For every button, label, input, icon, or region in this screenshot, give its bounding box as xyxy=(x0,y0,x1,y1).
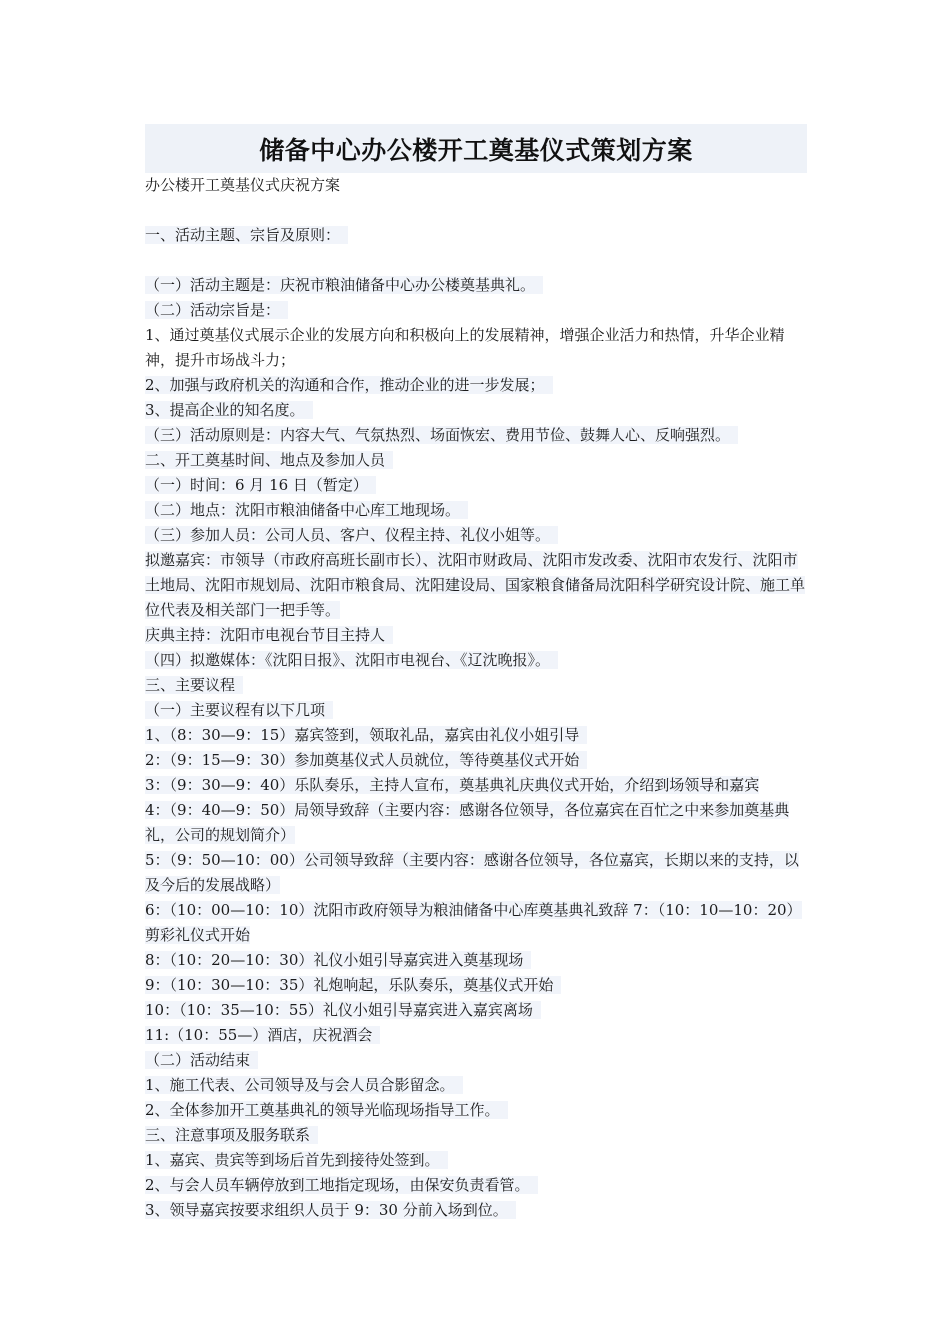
agenda-item-text: 11:（10：55—）酒店，庆祝酒会 xyxy=(145,1026,380,1044)
paragraph xyxy=(145,1073,807,1098)
agenda-item xyxy=(145,848,807,898)
paragraph xyxy=(145,1198,807,1223)
title-band xyxy=(145,124,807,173)
paragraph xyxy=(145,498,807,523)
paragraph xyxy=(145,1048,807,1073)
spacer xyxy=(145,248,807,273)
agenda-item xyxy=(145,898,807,948)
paragraph xyxy=(145,298,807,323)
paragraph xyxy=(145,423,807,448)
document-title: 储备中心办公楼开工奠基仪式策划方案 xyxy=(259,135,693,165)
agenda-item-text: 2：（9：15—9：30）参加奠基仪式人员就位，等待奠基仪式开始 xyxy=(145,751,587,769)
paragraph xyxy=(145,473,807,498)
section1-heading: 一、活动主题、宗旨及原则： xyxy=(145,226,348,244)
paragraph xyxy=(145,648,807,673)
place-text: （二）地点：沈阳市粮油储备中心库工地现场。 xyxy=(145,501,468,519)
section3-heading: 三、主要议程 xyxy=(145,676,243,694)
note-item-2: 2、与会人员车辆停放到工地指定现场，由保安负责看管。 xyxy=(145,1176,538,1194)
paragraph xyxy=(145,623,807,648)
purpose-heading: （二）活动宗旨是： xyxy=(145,301,288,319)
paragraph xyxy=(145,398,807,423)
section-heading xyxy=(145,673,807,698)
paragraph xyxy=(145,273,807,298)
agenda-item xyxy=(145,948,807,973)
end-item-1: 1、施工代表、公司领导及与会人员合影留念。 xyxy=(145,1076,463,1094)
media-text: （四）拟邀媒体：《沈阳日报》、沈阳市电视台、《辽沈晚报》。 xyxy=(145,651,558,669)
agenda-item xyxy=(145,798,807,848)
agenda-item xyxy=(145,773,807,798)
agenda-item-text: 4：（9：40—9：50）局领导致辞（主要内容：感谢各位领导，各位嘉宾在百忙之中来参加奠基典礼，公司的规划简介） xyxy=(145,801,790,844)
agenda-item-text: 8：（10：20—10：30）礼仪小姐引导嘉宾进入奠基现场 xyxy=(145,951,531,969)
document-subtitle xyxy=(145,173,807,198)
principle-text: （三）活动原则是：内容大气、气氛热烈、场面恢宏、费用节俭、鼓舞人心、反响强烈。 xyxy=(145,426,738,444)
note-item-3: 3、领导嘉宾按要求组织人员于 9：30 分前入场到位。 xyxy=(145,1201,516,1219)
agenda-item-text: 10：（10：35—10：55）礼仪小姐引导嘉宾进入嘉宾离场 xyxy=(145,1001,541,1019)
paragraph xyxy=(145,373,807,398)
paragraph xyxy=(145,1098,807,1123)
subtitle-text: 办公楼开工奠基仪式庆祝方案 xyxy=(145,176,341,194)
section-heading xyxy=(145,448,807,473)
note-item-1: 1、嘉宾、贵宾等到场后首先到接待处签到。 xyxy=(145,1151,448,1169)
purpose-item-3: 3、提高企业的知名度。 xyxy=(145,401,313,419)
spacer xyxy=(145,198,807,223)
theme-text: （一）活动主题是：庆祝市粮油储备中心办公楼奠基典礼。 xyxy=(145,276,543,294)
agenda-item-text: 6：（10：00—10：10）沈阳市政府领导为粮油储备中心库奠基典礼致辞 7：（10：10—10：20）剪彩礼仪式开始 xyxy=(145,901,802,944)
time-text: （一）时间：6 月 16 日（暂定） xyxy=(145,476,376,494)
section-heading xyxy=(145,1123,807,1148)
agenda-item-text: 1、（8：30—9：15）嘉宾签到，领取礼品，嘉宾由礼仪小姐引导 xyxy=(145,726,587,744)
section4-heading: 三、注意事项及服务联系 xyxy=(145,1126,318,1144)
agenda-item-text: 3：（9：30—9：40）乐队奏乐，主持人宣布，奠基典礼庆典仪式开始，介绍到场领导和嘉宾 xyxy=(145,776,760,794)
section2-heading: 二、开工奠基时间、地点及参加人员 xyxy=(145,451,393,469)
attendees-text: （三）参加人员：公司人员、客户、仪程主持、礼仪小姐等。 xyxy=(145,526,558,544)
agenda-item xyxy=(145,998,807,1023)
agenda-item xyxy=(145,973,807,998)
guests-text: 拟邀嘉宾：市领导（市政府高班长副市长）、沈阳市财政局、沈阳市发改委、沈阳市农发行、沈阳市土地局、沈阳市规划局、沈阳市粮食局、沈阳建设局、国家粮食储备局沈阳科学研究设计院、施工单位代表及相关部门一把手等。 xyxy=(145,551,806,619)
host-text: 庆典主持：沈阳市电视台节目主持人 xyxy=(145,626,393,644)
agenda-heading: （一）主要议程有以下几项 xyxy=(145,701,333,719)
paragraph xyxy=(145,548,807,623)
purpose-item-1: 1、通过奠基仪式展示企业的发展方向和积极向上的发展精神，增强企业活力和热情，升华企业精神，提升市场战斗力； xyxy=(145,326,785,369)
agenda-item-text: 9：（10：30—10：35）礼炮响起，乐队奏乐，奠基仪式开始 xyxy=(145,976,561,994)
agenda-item xyxy=(145,1023,807,1048)
paragraph xyxy=(145,323,807,373)
paragraph xyxy=(145,523,807,548)
paragraph xyxy=(145,1148,807,1173)
section-heading xyxy=(145,223,807,248)
end-heading: （二）活动结束 xyxy=(145,1051,258,1069)
paragraph xyxy=(145,698,807,723)
agenda-item xyxy=(145,748,807,773)
agenda-item xyxy=(145,723,807,748)
document-page xyxy=(145,124,807,1223)
agenda-item-text: 5：（9：50—10：00）公司领导致辞（主要内容：感谢各位领导，各位嘉宾，长期以来的支持，以及今后的发展战略） xyxy=(145,851,799,894)
end-item-2: 2、全体参加开工奠基典礼的领导光临现场指导工作。 xyxy=(145,1101,508,1119)
purpose-item-2: 2、加强与政府机关的沟通和合作，推动企业的进一步发展； xyxy=(145,376,553,394)
paragraph xyxy=(145,1173,807,1198)
